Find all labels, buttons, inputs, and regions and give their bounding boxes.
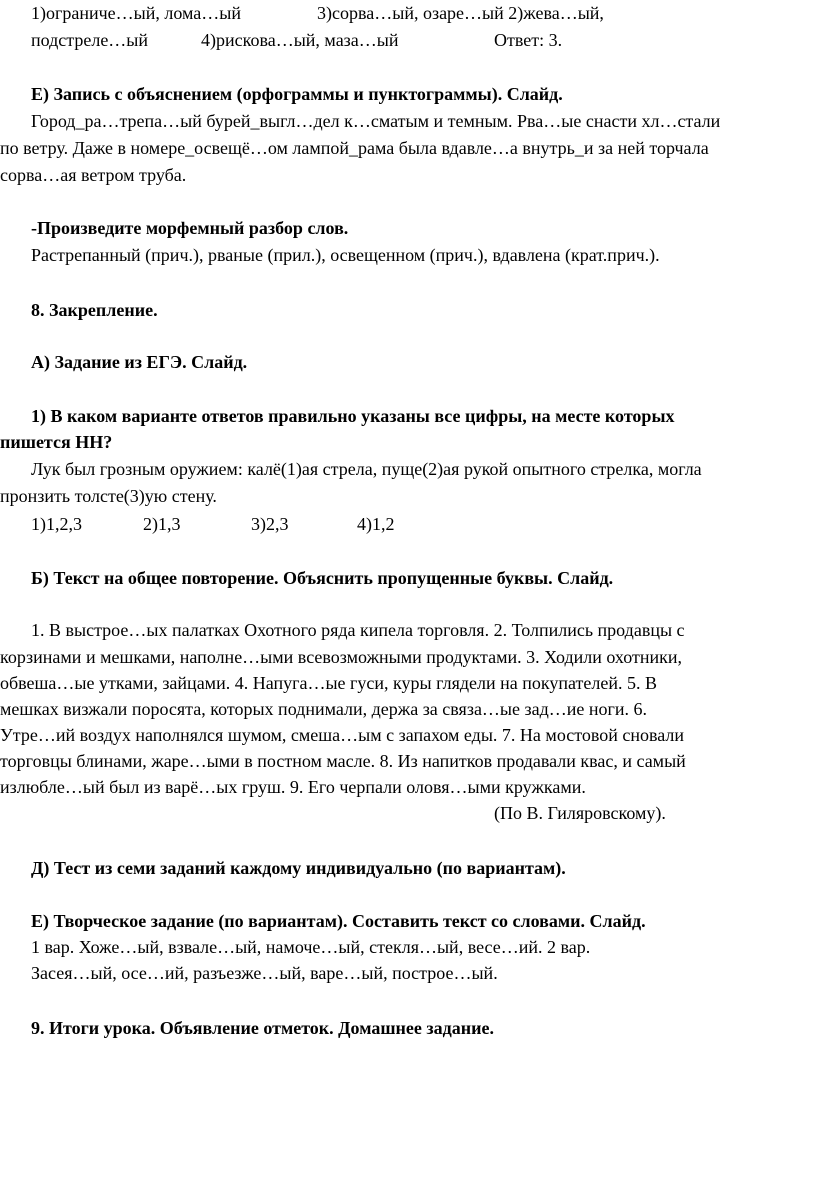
section-b-line: обвеша…ые утками, зайцами. 4. Напуга…ые гуси, куры глядели на покупателей. 5. В bbox=[0, 673, 657, 693]
section-a-heading: А) Задание из ЕГЭ. Слайд. bbox=[31, 352, 248, 372]
section-e1-line: по ветру. Даже в номере_освещё…ом лампой_рама была вдавле…а внутрь_и за ней торчала bbox=[0, 138, 709, 158]
morpheme-heading: -Произведите морфемный разбор слов. bbox=[31, 218, 349, 238]
section-a-text: Лук был грозным оружием: калё(1)ая стрела, пуще(2)ая рукой опытного стрелка, могла bbox=[31, 459, 702, 479]
section-e2-heading: Е) Творческое задание (по вариантам). Составить текст со словами. Слайд. bbox=[31, 911, 646, 931]
answer-option: 1)1,2,3 bbox=[31, 514, 82, 534]
section-a-question: 1) В каком варианте ответов правильно указаны все цифры, на месте которых bbox=[31, 406, 675, 426]
section-b-line: Утре…ий воздух наполнялся шумом, смеша…ым с запахом еды. 7. На мостовой сновали bbox=[0, 725, 685, 745]
section-b-line: излюбле…ый был из варё…ых груш. 9. Его черпали оловя…ыми кружками. bbox=[0, 777, 586, 797]
section8-heading: 8. Закрепление. bbox=[31, 300, 158, 320]
section-b-source: (По В. Гиляровскому). bbox=[494, 803, 666, 823]
section-d-heading: Д) Тест из семи заданий каждому индивидуально (по вариантам). bbox=[31, 858, 566, 878]
section-b-line: торговцы блинами, жаре…ыми в постном масле. 8. Из напитков продавали квас, и самый bbox=[0, 751, 686, 771]
section-e1-line: сорва…ая ветром труба. bbox=[0, 165, 187, 185]
morpheme-text: Растрепанный (прич.), рваные (прил.), освещенном (прич.), вдавлена (крат.прич.). bbox=[31, 245, 660, 265]
section-b-line: 1. В выстрое…ых палатках Охотного ряда кипела торговля. 2. Толпились продавцы с bbox=[31, 620, 685, 640]
section-e1-heading: Е) Запись с объяснением (орфограммы и пунктограммы). Слайд. bbox=[31, 84, 563, 104]
answer-option: 2)1,3 bbox=[143, 514, 181, 534]
top-line2-b: 4)рискова…ый, маза…ый bbox=[201, 30, 399, 50]
section-a-text: пронзить толсте(3)ую стену. bbox=[0, 486, 217, 506]
top-line1-a: 1)ограниче…ый, лома…ый bbox=[31, 3, 242, 23]
answer-option: 3)2,3 bbox=[251, 514, 289, 534]
section-b-line: корзинами и мешками, наполне…ыми всевозможными продуктами. 3. Ходили охотники, bbox=[0, 647, 683, 667]
section-e2-line: 1 вар. Хоже…ый, взвале…ый, намоче…ый, стекля…ый, весе…ий. 2 вар. bbox=[31, 937, 591, 957]
section-b-heading: Б) Текст на общее повторение. Объяснить пропущенные буквы. Слайд. bbox=[31, 568, 614, 588]
section-e1-line: Город_ра…трепа…ый бурей_выгл…дел к…сматым и темным. Рва…ые снасти хл…стали bbox=[31, 111, 721, 131]
top-line2-a: подстреле…ый bbox=[31, 30, 149, 50]
top-line1-b: 3)сорва…ый, озаре…ый 2)жева…ый, bbox=[317, 3, 604, 23]
section9-heading: 9. Итоги урока. Объявление отметок. Домашнее задание. bbox=[31, 1018, 494, 1038]
section-e2-line: Засея…ый, осе…ий, разъезже…ый, варе…ый, построе…ый. bbox=[31, 963, 498, 983]
answer-option: 4)1,2 bbox=[357, 514, 395, 534]
section-a-question: пишется НН? bbox=[0, 432, 113, 452]
top-answer: Ответ: 3. bbox=[494, 30, 563, 50]
section-b-line: мешках визжали поросята, которых поднимали, держа за связа…ые зад…ие ноги. 6. bbox=[0, 699, 648, 719]
